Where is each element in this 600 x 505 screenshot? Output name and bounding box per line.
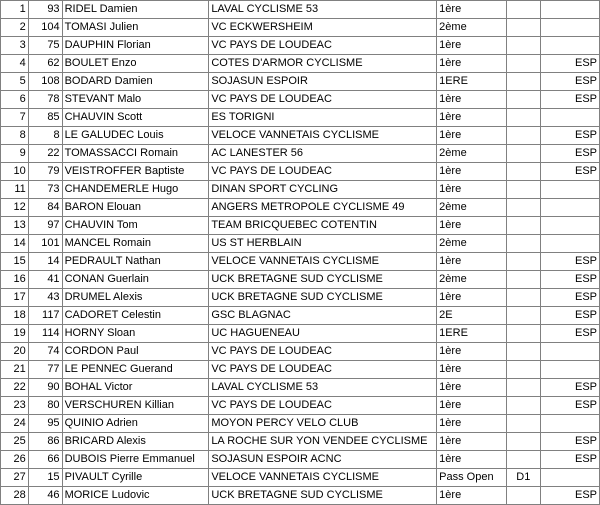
rider-name-cell: CHAUVIN Scott [62,109,209,127]
rider-name-cell: CHANDEMERLE Hugo [62,181,209,199]
table-row [1,217,600,235]
category-cell: 2ème [437,199,507,217]
esp-cell: ESP [540,271,599,289]
table-row [1,397,600,415]
dossard-cell: 101 [28,235,62,253]
table-row [1,433,600,451]
table-row [1,73,600,91]
category-cell: 1ère [437,1,507,19]
extra-cell [506,199,540,217]
rank-cell: 3 [1,37,29,55]
club-cell: UCK BRETAGNE SUD CYCLISME [209,487,437,505]
dossard-cell: 104 [28,19,62,37]
extra-cell [506,325,540,343]
rider-name-cell: LE GALUDEC Louis [62,127,209,145]
rider-name-cell: TOMASSACCI Romain [62,145,209,163]
club-cell: LA ROCHE SUR YON VENDEE CYCLISME [209,433,437,451]
club-cell: LAVAL CYCLISME 53 [209,1,437,19]
extra-cell [506,487,540,505]
rank-cell: 20 [1,343,29,361]
table-row [1,37,600,55]
category-cell: 2ème [437,271,507,289]
rider-name-cell: BARON Elouan [62,199,209,217]
category-cell: 1ère [437,253,507,271]
club-cell: SOJASUN ESPOIR ACNC [209,451,437,469]
extra-cell [506,343,540,361]
esp-cell: ESP [540,253,599,271]
rank-cell: 13 [1,217,29,235]
rank-cell: 18 [1,307,29,325]
dossard-cell: 95 [28,415,62,433]
club-cell: VC PAYS DE LOUDEAC [209,343,437,361]
category-cell: 2ème [437,145,507,163]
extra-cell [506,289,540,307]
extra-cell [506,73,540,91]
rank-cell: 4 [1,55,29,73]
rank-cell: 7 [1,109,29,127]
esp-cell [540,235,599,253]
extra-cell [506,361,540,379]
dossard-cell: 93 [28,1,62,19]
rank-cell: 19 [1,325,29,343]
rider-name-cell: VEISTROFFER Baptiste [62,163,209,181]
category-cell: 1ère [437,433,507,451]
esp-cell: ESP [540,433,599,451]
extra-cell [506,235,540,253]
club-cell: GSC BLAGNAC [209,307,437,325]
rank-cell: 8 [1,127,29,145]
club-cell: MOYON PERCY VELO CLUB [209,415,437,433]
dossard-cell: 97 [28,217,62,235]
esp-cell [540,469,599,487]
club-cell: ES TORIGNI [209,109,437,127]
table-row [1,253,600,271]
extra-cell [506,415,540,433]
rank-cell: 11 [1,181,29,199]
club-cell: VELOCE VANNETAIS CYCLISME [209,127,437,145]
extra-cell [506,1,540,19]
esp-cell [540,109,599,127]
extra-cell: D1 [506,469,540,487]
results-body [1,1,600,505]
rider-name-cell: QUINIO Adrien [62,415,209,433]
club-cell: VC PAYS DE LOUDEAC [209,163,437,181]
table-row [1,109,600,127]
table-row [1,199,600,217]
dossard-cell: 73 [28,181,62,199]
rank-cell: 12 [1,199,29,217]
club-cell: DINAN SPORT CYCLING [209,181,437,199]
category-cell: 1ère [437,397,507,415]
dossard-cell: 114 [28,325,62,343]
esp-cell [540,1,599,19]
esp-cell [540,37,599,55]
dossard-cell: 78 [28,91,62,109]
extra-cell [506,37,540,55]
rider-name-cell: DUBOIS Pierre Emmanuel [62,451,209,469]
rider-name-cell: CORDON Paul [62,343,209,361]
table-row [1,19,600,37]
dossard-cell: 66 [28,451,62,469]
rank-cell: 14 [1,235,29,253]
table-row [1,1,600,19]
esp-cell: ESP [540,163,599,181]
club-cell: VC ECKWERSHEIM [209,19,437,37]
club-cell: VC PAYS DE LOUDEAC [209,397,437,415]
esp-cell: ESP [540,73,599,91]
esp-cell [540,199,599,217]
dossard-cell: 15 [28,469,62,487]
club-cell: TEAM BRICQUEBEC COTENTIN [209,217,437,235]
esp-cell [540,181,599,199]
table-row [1,361,600,379]
rider-name-cell: MANCEL Romain [62,235,209,253]
rider-name-cell: HORNY Sloan [62,325,209,343]
category-cell: 1ERE [437,73,507,91]
table-row [1,469,600,487]
table-row [1,307,600,325]
rank-cell: 27 [1,469,29,487]
extra-cell [506,145,540,163]
table-row [1,55,600,73]
extra-cell [506,451,540,469]
club-cell: VELOCE VANNETAIS CYCLISME [209,469,437,487]
table-row [1,163,600,181]
club-cell: UC HAGUENEAU [209,325,437,343]
category-cell: 1ère [437,487,507,505]
esp-cell [540,415,599,433]
rank-cell: 16 [1,271,29,289]
rider-name-cell: RIDEL Damien [62,1,209,19]
table-row [1,325,600,343]
extra-cell [506,181,540,199]
rider-name-cell: CONAN Guerlain [62,271,209,289]
dossard-cell: 62 [28,55,62,73]
rank-cell: 23 [1,397,29,415]
club-cell: LAVAL CYCLISME 53 [209,379,437,397]
rank-cell: 24 [1,415,29,433]
rider-name-cell: CADORET Celestin [62,307,209,325]
category-cell: 1ère [437,91,507,109]
rider-name-cell: BOHAL Victor [62,379,209,397]
rider-name-cell: PEDRAULT Nathan [62,253,209,271]
club-cell: AC LANESTER 56 [209,145,437,163]
table-row [1,451,600,469]
rider-name-cell: MORICE Ludovic [62,487,209,505]
category-cell: 1ère [437,37,507,55]
extra-cell [506,271,540,289]
category-cell: 1ère [437,451,507,469]
esp-cell [540,343,599,361]
category-cell: 1ère [437,217,507,235]
dossard-cell: 85 [28,109,62,127]
category-cell: 1ère [437,289,507,307]
dossard-cell: 43 [28,289,62,307]
rider-name-cell: STEVANT Malo [62,91,209,109]
category-cell: 1ère [437,415,507,433]
extra-cell [506,397,540,415]
rank-cell: 26 [1,451,29,469]
extra-cell [506,217,540,235]
rank-cell: 2 [1,19,29,37]
table-row [1,487,600,505]
club-cell: UCK BRETAGNE SUD CYCLISME [209,289,437,307]
table-row [1,343,600,361]
dossard-cell: 108 [28,73,62,91]
dossard-cell: 77 [28,361,62,379]
table-row [1,289,600,307]
rider-name-cell: DAUPHIN Florian [62,37,209,55]
club-cell: SOJASUN ESPOIR [209,73,437,91]
table-row [1,145,600,163]
dossard-cell: 74 [28,343,62,361]
extra-cell [506,55,540,73]
rank-cell: 9 [1,145,29,163]
category-cell: 1ère [437,379,507,397]
extra-cell [506,91,540,109]
dossard-cell: 90 [28,379,62,397]
club-cell: VC PAYS DE LOUDEAC [209,91,437,109]
rank-cell: 5 [1,73,29,91]
club-cell: ANGERS METROPOLE CYCLISME 49 [209,199,437,217]
table-row [1,415,600,433]
dossard-cell: 8 [28,127,62,145]
esp-cell: ESP [540,451,599,469]
rider-name-cell: CHAUVIN Tom [62,217,209,235]
club-cell: VC PAYS DE LOUDEAC [209,361,437,379]
esp-cell [540,217,599,235]
extra-cell [506,109,540,127]
rider-name-cell: DRUMEL Alexis [62,289,209,307]
category-cell: 2ème [437,235,507,253]
esp-cell: ESP [540,145,599,163]
category-cell: 1ère [437,55,507,73]
rank-cell: 15 [1,253,29,271]
esp-cell: ESP [540,379,599,397]
extra-cell [506,19,540,37]
rank-cell: 22 [1,379,29,397]
esp-cell: ESP [540,127,599,145]
esp-cell: ESP [540,325,599,343]
category-cell: 2ème [437,19,507,37]
club-cell: US ST HERBLAIN [209,235,437,253]
table-row [1,181,600,199]
category-cell: 1ère [437,181,507,199]
rank-cell: 21 [1,361,29,379]
category-cell: 1ère [437,109,507,127]
rank-cell: 6 [1,91,29,109]
category-cell: Pass Open [437,469,507,487]
esp-cell: ESP [540,307,599,325]
rider-name-cell: BRICARD Alexis [62,433,209,451]
extra-cell [506,253,540,271]
rider-name-cell: PIVAULT Cyrille [62,469,209,487]
rider-name-cell: BOULET Enzo [62,55,209,73]
category-cell: 1ère [437,361,507,379]
dossard-cell: 86 [28,433,62,451]
extra-cell [506,307,540,325]
category-cell: 2E [437,307,507,325]
esp-cell: ESP [540,487,599,505]
rank-cell: 25 [1,433,29,451]
extra-cell [506,433,540,451]
table-row [1,127,600,145]
extra-cell [506,163,540,181]
dossard-cell: 14 [28,253,62,271]
table-row [1,271,600,289]
club-cell: VELOCE VANNETAIS CYCLISME [209,253,437,271]
category-cell: 1ERE [437,325,507,343]
category-cell: 1ère [437,163,507,181]
dossard-cell: 41 [28,271,62,289]
club-cell: UCK BRETAGNE SUD CYCLISME [209,271,437,289]
dossard-cell: 46 [28,487,62,505]
rank-cell: 10 [1,163,29,181]
esp-cell: ESP [540,397,599,415]
category-cell: 1ère [437,127,507,145]
extra-cell [506,127,540,145]
esp-cell: ESP [540,55,599,73]
rider-name-cell: LE PENNEC Guerand [62,361,209,379]
rider-name-cell: BODARD Damien [62,73,209,91]
dossard-cell: 117 [28,307,62,325]
rank-cell: 28 [1,487,29,505]
rider-name-cell: TOMASI Julien [62,19,209,37]
dossard-cell: 79 [28,163,62,181]
esp-cell: ESP [540,91,599,109]
dossard-cell: 84 [28,199,62,217]
esp-cell: ESP [540,289,599,307]
rank-cell: 1 [1,1,29,19]
rank-cell: 17 [1,289,29,307]
extra-cell [506,379,540,397]
club-cell: COTES D'ARMOR CYCLISME [209,55,437,73]
table-row [1,379,600,397]
esp-cell [540,361,599,379]
club-cell: VC PAYS DE LOUDEAC [209,37,437,55]
category-cell: 1ère [437,343,507,361]
table-row [1,235,600,253]
table-row [1,91,600,109]
rider-name-cell: VERSCHUREN Killian [62,397,209,415]
dossard-cell: 22 [28,145,62,163]
dossard-cell: 75 [28,37,62,55]
dossard-cell: 80 [28,397,62,415]
esp-cell [540,19,599,37]
